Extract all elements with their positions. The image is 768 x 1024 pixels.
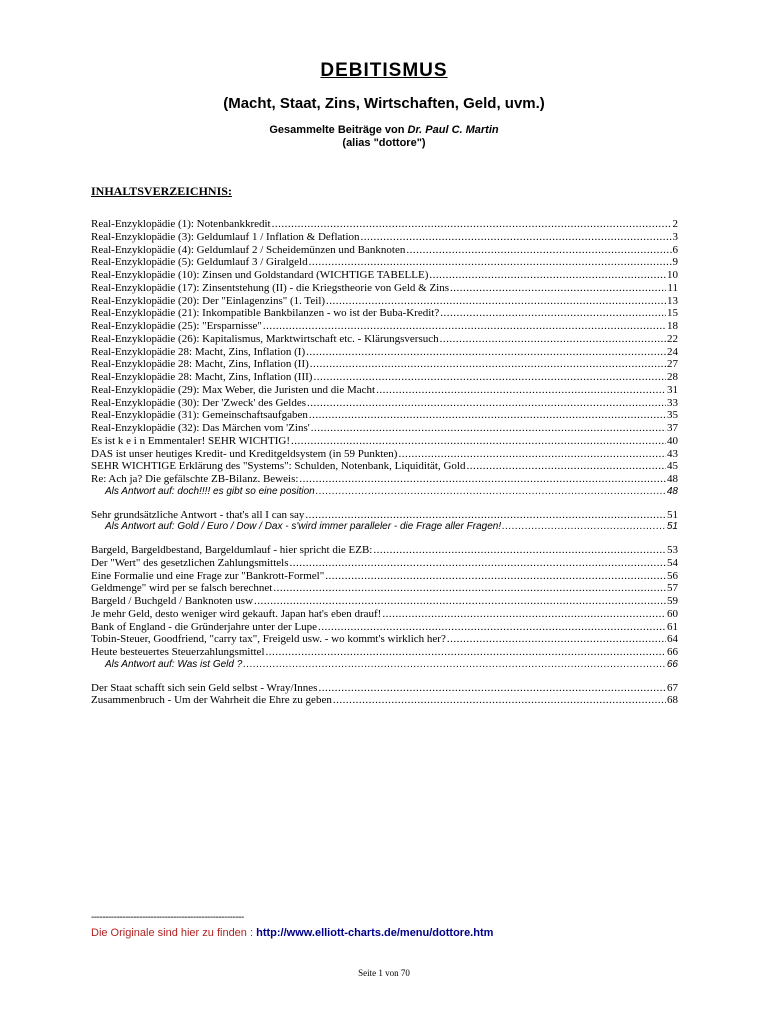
toc-entry-page: 6 [672, 243, 678, 256]
toc-entry[interactable] [91, 544, 678, 557]
toc-entry-page: 10 [667, 269, 678, 281]
toc-entry-title: Als Antwort auf: Was ist Geld ? [105, 658, 243, 670]
toc-entry-title: Real-Enzyklopädie (17): Zinsentstehung (II) - die Kriegstheorie von Geld & Zins [91, 281, 450, 294]
toc-entry-page: 33 [667, 396, 678, 409]
toc-leader-dots [310, 358, 666, 371]
toc-entry-page: 35 [667, 409, 678, 422]
toc-leader-dots [398, 448, 666, 461]
toc-entry-title: Real-Enzyklopädie (32): Das Märchen vom 'Zins' [91, 422, 310, 434]
toc-leader-dots [309, 256, 672, 269]
toc-entry-title: Eine Formalie und eine Frage zur "Bankrott-Formel" [91, 569, 325, 582]
toc-entry-title: Real-Enzyklopädie (21): Inkompatible Bankbilanzen - wo ist der Buba-Kredit? [91, 307, 440, 320]
toc-entry[interactable] [91, 269, 678, 282]
toc-leader-dots [266, 646, 667, 659]
toc-entry-page: 66 [667, 646, 678, 658]
toc-entry[interactable] [91, 358, 678, 371]
author-block [0, 124, 768, 150]
toc-entry-title: Als Antwort auf: Gold / Euro / Dow / Dax - s'wird immer paralleler - die Frage aller Fragen! [105, 521, 502, 533]
footnote-separator: ------------------------------------------------------ [91, 912, 244, 923]
toc-entry[interactable] [91, 307, 678, 320]
toc-entry-title: Der Staat schafft sich sein Geld selbst - Wray/Innes [91, 681, 318, 694]
toc-entry-title: DAS ist unser heutiges Kredit- und Kreditgeldsystem (in 59 Punkten) [91, 447, 398, 460]
toc-entry-page: 40 [667, 434, 678, 447]
footnote-link[interactable]: http://www.elliott-charts.de/menu/dottore.htm [256, 927, 494, 939]
toc-entry[interactable] [91, 608, 678, 621]
toc-leader-dots [361, 231, 672, 244]
toc-leader-dots [243, 659, 666, 672]
toc-entry-page: 68 [667, 694, 678, 707]
document-title: DEBITISMUS [320, 60, 448, 81]
toc-leader-dots [318, 682, 666, 695]
toc-entry[interactable] [91, 509, 678, 522]
toc-entry-title: Real-Enzyklopädie (29): Max Weber, die Juristen und die Macht [91, 383, 376, 396]
toc-entry-page: 37 [667, 422, 678, 434]
toc-entry-page: 43 [667, 447, 678, 460]
toc-entry-page: 27 [667, 358, 678, 371]
toc-entry-title: Real-Enzyklopädie (4): Geldumlauf 2 / Scheidemünzen und Banknoten [91, 243, 406, 256]
toc-entry[interactable] [91, 621, 678, 634]
toc-entry-title: Real-Enzyklopädie (3): Geldumlauf 1 / Inflation & Deflation [91, 230, 360, 243]
page-number: Seite 1 von 70 [358, 968, 410, 978]
toc-entry[interactable] [91, 557, 678, 570]
toc-entry-page: 53 [667, 544, 678, 556]
toc-entry-page: 57 [667, 582, 678, 595]
toc-leader-dots [450, 282, 666, 295]
toc-entry[interactable] [91, 384, 678, 397]
toc-leader-dots [382, 608, 666, 621]
toc-leader-dots [309, 409, 666, 422]
toc-leader-dots [429, 269, 666, 282]
toc-entry-page: 3 [672, 230, 678, 243]
toc-heading: INHALTSVERZEICHNIS: [91, 184, 232, 198]
toc-entry[interactable] [91, 694, 678, 707]
toc-leader-dots [313, 371, 666, 384]
toc-entry[interactable] [91, 397, 678, 410]
toc-entry[interactable] [91, 333, 678, 346]
footnote [91, 927, 493, 939]
toc-entry-page: 48 [666, 485, 678, 497]
toc-entry[interactable] [91, 256, 678, 269]
toc-entry-title: Der "Wert" des gesetzlichen Zahlungsmittels [91, 556, 289, 569]
toc-entry-page: 60 [667, 607, 678, 620]
toc-leader-dots [326, 295, 666, 308]
toc-entry-page: 15 [667, 307, 678, 320]
toc-entry-page: 31 [667, 383, 678, 396]
toc-entry-title: Real-Enzyklopädie 28: Macht, Zins, Inflation (III) [91, 371, 313, 383]
toc-entry-page: 24 [667, 345, 678, 358]
toc-leader-dots [272, 218, 672, 231]
table-of-contents [91, 218, 678, 707]
toc-entry-page: 61 [667, 620, 678, 633]
toc-leader-dots [316, 486, 666, 499]
toc-entry[interactable] [91, 371, 678, 384]
toc-entry[interactable] [91, 633, 678, 646]
toc-entry-title: Real-Enzyklopädie (10): Zinsen und Goldstandard (WICHTIGE TABELLE) [91, 269, 429, 281]
toc-entry-title: Real-Enzyklopädie (30): Der 'Zweck' des Geldes [91, 396, 307, 409]
toc-entry-title: Re: Ach ja? Die gefälschte ZB-Bilanz. Beweis: [91, 473, 299, 485]
toc-entry-title: Zusammenbruch - Um der Wahrheit die Ehre zu geben [91, 694, 332, 707]
toc-entry[interactable] [91, 460, 678, 473]
toc-entry[interactable] [91, 646, 678, 659]
toc-entry-page: 67 [667, 681, 678, 694]
toc-entry-title: Je mehr Geld, desto weniger wird gekauft. Japan hat's eben drauf! [91, 607, 382, 620]
toc-entry[interactable] [91, 282, 678, 295]
toc-entry-page: 59 [667, 595, 678, 607]
toc-entry-page: 9 [672, 256, 678, 269]
toc-entry[interactable] [91, 231, 678, 244]
toc-leader-dots [311, 422, 666, 435]
toc-entry-page: 18 [667, 320, 678, 332]
toc-entry-title: Real-Enzyklopädie (5): Geldumlauf 3 / Giralgeld [91, 256, 308, 269]
toc-leader-dots [273, 582, 666, 595]
toc-entry[interactable] [91, 570, 678, 583]
toc-entry[interactable] [91, 473, 678, 486]
toc-entry[interactable] [91, 244, 678, 257]
toc-entry-page: 22 [667, 332, 678, 345]
toc-entry-page: 66 [666, 658, 678, 670]
toc-entry-title: Bargeld / Buchgeld / Banknoten usw [91, 595, 254, 607]
toc-entry-title: Geldmenge" wird per se falsch berechnet [91, 582, 273, 595]
toc-entry-title: Real-Enzyklopädie 28: Macht, Zins, Inflation (II) [91, 358, 309, 371]
toc-entry[interactable] [91, 435, 678, 448]
toc-entry-title: Bank of England - die Gründerjahre unter der Lupe [91, 620, 318, 633]
toc-entry-page: 45 [667, 460, 678, 473]
toc-leader-dots [406, 244, 671, 257]
toc-entry-title: Real-Enzyklopädie (1): Notenbankkredit [91, 218, 271, 230]
toc-leader-dots [447, 633, 666, 646]
toc-reply-entry[interactable] [91, 521, 678, 534]
toc-entry-title: Als Antwort auf: doch!!!! es gibt so eine position [105, 485, 315, 497]
author-alias: (alias "dottore") [342, 137, 426, 149]
footnote-text: Die Originale sind hier zu finden : [91, 927, 257, 939]
toc-leader-dots [263, 320, 666, 333]
toc-entry-page: 64 [667, 633, 678, 646]
toc-leader-dots [440, 333, 666, 346]
toc-entry[interactable] [91, 422, 678, 435]
toc-entry-title: Real-Enzyklopädie (31): Gemeinschaftsaufgaben [91, 409, 308, 422]
toc-entry[interactable] [91, 682, 678, 695]
toc-leader-dots [440, 307, 666, 320]
toc-entry-title: Real-Enzyklopädie 28: Macht, Zins, Inflation (I) [91, 345, 306, 358]
toc-entry-page: 54 [667, 556, 678, 569]
toc-entry-title: Real-Enzyklopädie (25): "Ersparnisse" [91, 320, 262, 332]
toc-entry-page: 28 [667, 371, 678, 383]
author-prefix: Gesammelte Beiträge von [269, 124, 408, 136]
toc-entry-title: Heute besteuertes Steuerzahlungsmittel [91, 646, 265, 658]
toc-leader-dots [502, 521, 666, 534]
toc-entry[interactable] [91, 346, 678, 359]
toc-entry-page: 56 [667, 569, 678, 582]
toc-entry[interactable] [91, 448, 678, 461]
toc-entry-title: SEHR WICHTIGE Erklärung des "Systems": Schulden, Notenbank, Liquidität, Gold [91, 460, 466, 473]
toc-leader-dots [376, 384, 666, 397]
toc-entry-title: Sehr grundsätzliche Antwort - that's all I can say [91, 508, 305, 521]
toc-entry[interactable] [91, 218, 678, 231]
toc-entry[interactable] [91, 320, 678, 333]
author-name: Dr. Paul C. Martin [407, 124, 499, 136]
toc-leader-dots [333, 694, 666, 707]
toc-entry[interactable] [91, 582, 678, 595]
toc-leader-dots [289, 557, 666, 570]
toc-entry-page: 48 [667, 473, 678, 485]
toc-entry-page: 13 [667, 294, 678, 307]
toc-leader-dots [306, 346, 666, 359]
toc-leader-dots [305, 509, 666, 522]
toc-entry-title: Real-Enzyklopädie (26): Kapitalismus, Marktwirtschaft etc. - Klärungsversuch [91, 332, 439, 345]
toc-leader-dots [466, 460, 666, 473]
toc-entry[interactable] [91, 409, 678, 422]
toc-leader-dots [325, 570, 666, 583]
toc-reply-entry[interactable] [91, 659, 678, 672]
toc-leader-dots [299, 473, 666, 486]
toc-entry-title: Tobin-Steuer, Goodfriend, "carry tax", Freigeld usw. - wo kommt's wirklich her? [91, 633, 446, 646]
toc-entry[interactable] [91, 595, 678, 608]
toc-entry-page: 2 [672, 218, 678, 230]
toc-entry-page: 11 [667, 281, 678, 294]
toc-leader-dots [318, 621, 666, 634]
toc-entry-title: Es ist k e i n Emmentaler! SEHR WICHTIG! [91, 434, 290, 447]
toc-entry-page: 51 [666, 521, 678, 533]
document-subtitle: (Macht, Staat, Zins, Wirtschaften, Geld, uvm.) [223, 95, 545, 112]
toc-entry-title: Real-Enzyklopädie (20): Der "Einlagenzins" (1. Teil) [91, 294, 326, 307]
toc-entry-page: 51 [667, 508, 678, 521]
toc-entry-title: Bargeld, Bargeldbestand, Bargeldumlauf - hier spricht die EZB: [91, 544, 373, 556]
toc-leader-dots [373, 544, 666, 557]
toc-reply-entry[interactable] [91, 486, 678, 499]
toc-entry[interactable] [91, 295, 678, 308]
toc-leader-dots [291, 435, 666, 448]
toc-leader-dots [307, 397, 666, 410]
toc-leader-dots [254, 595, 666, 608]
